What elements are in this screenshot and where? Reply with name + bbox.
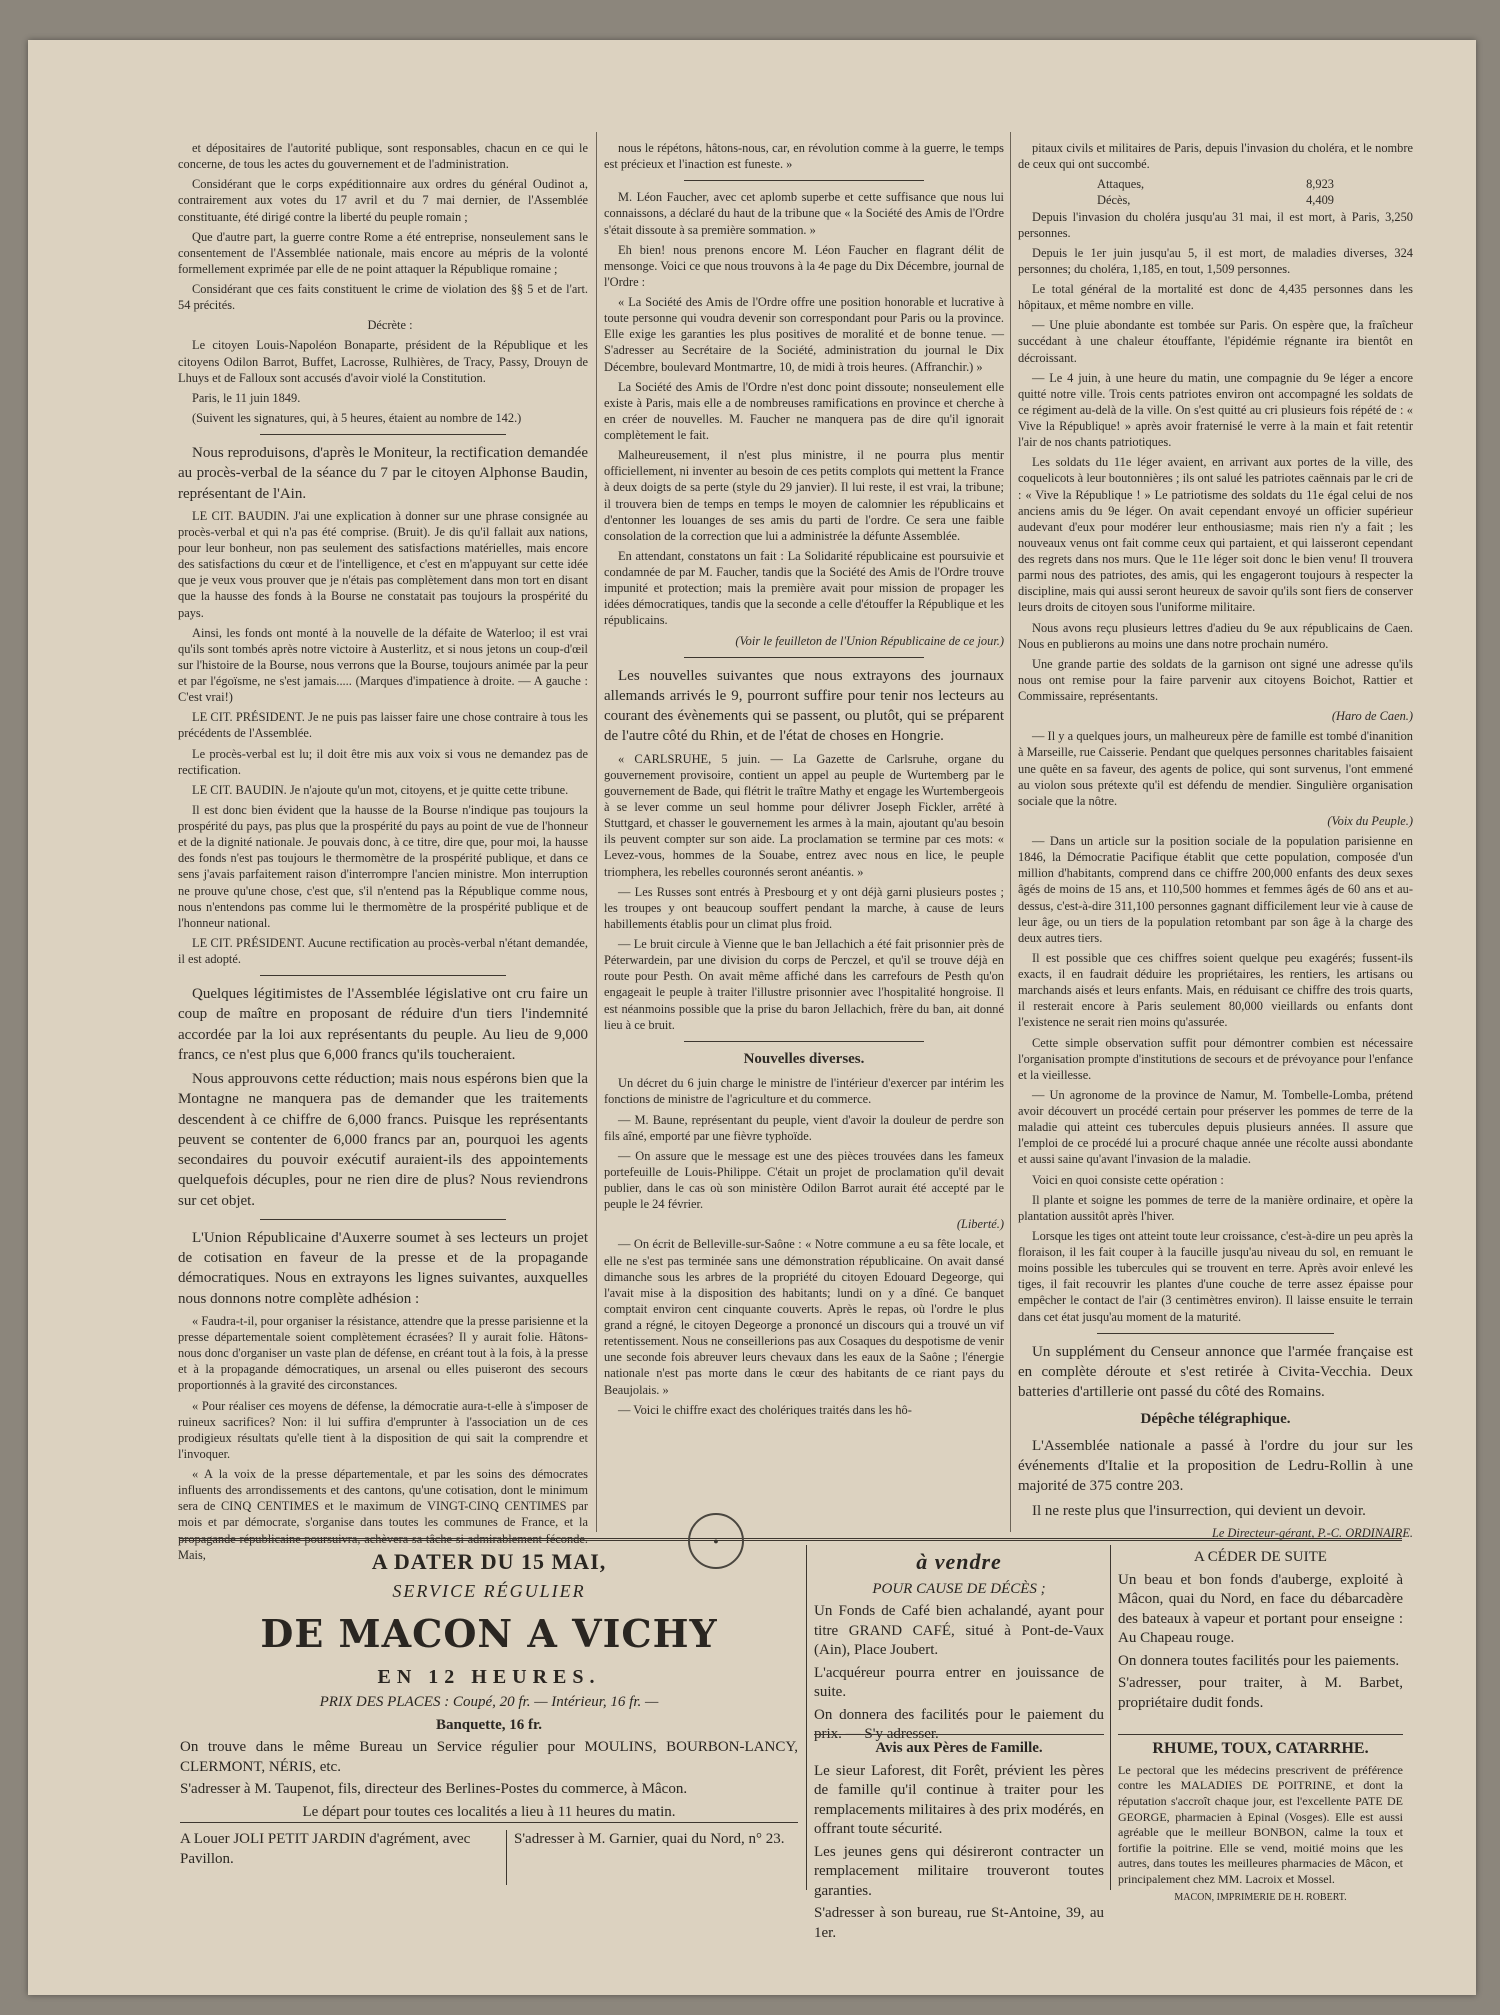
paragraph: — Un agronome de la province de Namur, M. Tombelle-Lomba, prétend avoir découvert un procédé certain pour préserver les pommes de terre de la maladie qui atteint ces tubercules depuis plusieurs années. Il assure que l'emploi de ce procédé lui a procuré chaque année une récolte aussi abondante et aussi saine qu'avant l'invasion de la maladie. [1018, 1087, 1413, 1167]
article-lead: Les nouvelles suivantes que nous extrayons des journaux allemands arrivés le 9, pourront suffire pour tenir nos lecteurs au courant des évènements qui se passent, ou plutôt, qui se préparent de l'autre côté du Rhin, et de l'état de choses en Hongrie. [604, 667, 1004, 745]
ad-banquette: Banquette, 16 fr. [435, 1716, 543, 1733]
ad-text: Un Fonds de Café bien achalandé, ayant pour titre GRAND CAFÉ, situé à Pont-de-Vaux (Ain), Place Joubert. [814, 1603, 1104, 1659]
divider [684, 180, 924, 181]
ad-text: S'adresser à M. Garnier, quai du Nord, n° 23. [514, 1831, 785, 1847]
paragraph: M. Léon Faucher, avec cet aplomb superbe et cette suffisance que nous lui connaissons, a déclaré du haut de la tribune que « la Société des Amis de l'Ordre s'était dissoute à sa première sommation. » [604, 190, 1004, 237]
section-heading: Dépêche télégraphique. [1140, 1411, 1291, 1428]
ad-text: S'adresser à M. Taupenot, fils, directeur des Berlines-Postes du commerce, à Mâcon. [180, 1781, 688, 1798]
paragraph: Le procès-verbal est lu; il doit être mis aux voix si vous ne demandez pas de rectification. [178, 746, 588, 777]
ad-title: à vendre [916, 1549, 1002, 1574]
ad-text: Le départ pour toutes ces localités a lieu à 11 heures du matin. [302, 1803, 676, 1820]
column-2 [604, 140, 1004, 1525]
divider [180, 1822, 798, 1823]
divider [1097, 1333, 1334, 1334]
ad-text: On trouve dans le même Bureau un Service régulier pour MOULINS, BOURBON-LANCY, CLERMONT, NÉRIS, etc. [180, 1739, 798, 1775]
paragraph: — M. Baune, représentant du peuple, vient d'avoir la douleur de perdre son fils aîné, emporté par une fièvre typhoïde. [604, 1112, 1004, 1143]
paragraph: Il est possible que ces chiffres soient quelque peu exagérés; fussent-ils exacts, il en faudrait déduire les propriétaires, les rentiers, les artisans ou marchands aisés et leurs enfants. Mais, en réduisant ce chiffre des trois quarts, il resterait encore à Paris seulement 80,000 vieillards ou enfants dont l'existence ne serait rien moins qu'assurée. [1018, 950, 1413, 1030]
ad-text: S'adresser, pour traiter, à M. Barbet, propriétaire dudit fonds. [1118, 1675, 1403, 1711]
paragraph: « A la voix de la presse départementale, et par les soins des démocrates influents des arrondissements et des cantons, qu'une cotisation, dont le minimum sera de CINQ CENTIMES et le maximum de VINGT-CINQ CENTIMES par mois et par démocrate, s'organise dans toutes les communes de France, et la propagande républicaine poursuivra, achèvera sa tâche si admirablement féconde. Mais, [178, 1467, 588, 1562]
paragraph: LE CIT. BAUDIN. J'ai une explication à donner sur une phrase consignée au procès-verbal et qui n'a pas été comprise. (Bruit). Je dis qu'il fallait aux nations, pour leur bonheur, non pas seulement des satisfactions matérielles, mais encore des satisfactions du cœur et de l'intelligence, et c'est en m'appuyant sur cette idée que je veux vous prouver que je n'étais pas complètement dans mon tort en disant que la hausse des fonds à la Bourse ne constatait pas toujours la prospérité du pays. [178, 508, 588, 620]
ad-vendre [814, 1548, 1104, 1743]
column-3 [1018, 140, 1413, 1540]
column-1 [178, 140, 588, 1562]
paragraph: Une grande partie des soldats de la garnison ont signé une adresse qu'ils nous ont remise pour la faire parvenir aux citoyens Boichot, Rattier et Commissaire, représentants. [1018, 656, 1413, 703]
article-lead: Un supplément du Censeur annonce que l'armée française est en complète déroute et s'est retirée à Civita-Vecchia. Deux batteries d'artillerie ont passé du côté des Romains. [1018, 1343, 1413, 1401]
paragraph: « La Société des Amis de l'Ordre offre une position honorable et lucrative à toute personne qui voudra devenir son correspondant pour Paris ou la province. Elle exige les garanties les plus positives de moralité et de bonne tenue. — S'adresser au Secrétaire de la Société, administration du journal le Dix Décembre, boulevard Montmartre, 10, de midi à trois heures. (Affranchir.) » [604, 295, 1004, 374]
paragraph: — Une pluie abondante est tombée sur Paris. On espère que, la fraîcheur succédant à une chaleur étouffante, l'épidémie régnante ira bientôt en décroissant. [1018, 318, 1413, 365]
divider [260, 1219, 506, 1220]
source-note: (Voix du Peuple.) [1327, 813, 1413, 828]
paragraph: — Le bruit circule à Vienne que le ban Jellachich a été fait prisonnier près de Péterwardein, par une division du corps de Perczel, et qu'il se trouve déjà en route pour Pesth. On avait même affiché dans les carrefours de Pesth qu'on engageait le peuple à traiter l'illustre prisonnier avec l'hospitalité hongroise. Il est néanmoins possible que la prise du baron Jellachich, frère du ban, ait donné lieu à ce bruit. [604, 937, 1004, 1032]
paragraph: Le total général de la mortalité est donc de 4,435 personnes dans les hôpitaux, et même nombre en ville. [1018, 282, 1413, 313]
ad-title: RHUME, TOUX, CATARRHE. [1152, 1740, 1369, 1757]
ads-top-rule [180, 1538, 1402, 1541]
ad-vichy [180, 1548, 798, 1818]
stat-label: Attaques, [1097, 177, 1145, 192]
ad-title: A CÉDER DE SUITE [1194, 1549, 1327, 1565]
ad-text: L'acquéreur pourra entrer en jouissance de suite. [814, 1664, 1104, 1701]
paragraph: Considérant que ces faits constituent le crime de violation des §§ 5 et de l'art. 54 précités. [178, 282, 588, 313]
source-note: (Voir le feuilleton de l'Union Républicaine de ce jour.) [735, 633, 1004, 648]
paragraph: Il plante et soigne les pommes de terre de la manière ordinaire, et opère la plantation aussitôt après l'hiver. [1018, 1192, 1413, 1223]
divider [684, 657, 924, 658]
gerant-signature: Le Directeur-gérant, P.-C. ORDINAIRE. [1211, 1525, 1413, 1540]
paragraph: Le citoyen Louis-Napoléon Bonaparte, président de la République et les citoyens Odilon Barrot, Buffet, Lacrosse, Rulhières, de Tracy, Passy, Drouyn de Lhuys et de Falloux sont accusés d'avoir violé la Constitution. [178, 338, 588, 385]
column-divider [596, 132, 597, 1532]
article-lead: Il ne reste plus que l'insurrection, qui devient un devoir. [1032, 1502, 1366, 1519]
paragraph: Nous avons reçu plusieurs lettres d'adieu du 9e aux républicains de Caen. Nous en publierons au moins une dans notre prochain numéro. [1018, 620, 1413, 651]
paragraph: — On écrit de Belleville-sur-Saône : « Notre commune a eu sa fête locale, et elle ne s'est pas terminée sans une démonstration républicaine. On avait dansé dimanche sous les arbres de la propriété du citoyen Edouard Degeorge, qui l'avait mise à la disposition des habitants; lundi on y a dîné. Ce banquet comptait environ cent cinquante couverts. Après le repas, où l'ordre le plus grand a régné, le citoyen Degeorge a prononcé un discours qui a trouvé un vif retentissement. Nous ne conseillerions pas aux Cosaques du despotisme de venir une seconde fois abreuver leurs chevaux dans les eaux de la Saône ; l'énergie nationale n'est pas morte dans le cœur des habitants de ce riant pays du Beaujolais. » [604, 1237, 1004, 1397]
ad-route: DE MACON A VICHY [260, 1610, 718, 1656]
paragraph: Eh bien! nous prenons encore M. Léon Faucher en flagrant délit de mensonge. Voici ce que nous trouvons à la 4e page du Dix Décembre, journal de l'Ordre : [604, 242, 1004, 289]
paragraph: Un décret du 6 juin charge le ministre de l'intérieur d'exercer par intérim les fonctions de ministre de l'agriculture et du commerce. [604, 1076, 1004, 1107]
paragraph: Considérant que le corps expéditionnaire aux ordres du général Oudinot a, contrairement aux votes du 17 avril et du 7 mai dernier, de l'Assemblée constituante, été dirigé contre la liberté du peuple romain ; [178, 177, 588, 224]
section-heading: Nouvelles diverses. [743, 1050, 865, 1067]
stat-value: 8,923 [1306, 177, 1334, 192]
paragraph: pitaux civils et militaires de Paris, depuis l'invasion du choléra, et le nombre de ceux qui ont succombé. [1018, 141, 1413, 172]
paragraph: Que d'autre part, la guerre contre Rome a été entreprise, nonseulement sans le consentement de l'Assemblée nationale, mais encore au mépris de la volonté formellement exprimée par elle de ne point attaquer la République romaine ; [178, 229, 588, 276]
paragraph: LE CIT. BAUDIN. Je n'ajoute qu'un mot, citoyens, et je quitte cette tribune. [192, 782, 569, 797]
stat-row [1097, 176, 1334, 192]
paragraph: Ainsi, les fonds ont monté à la nouvelle de la défaite de Waterloo; il est vrai qu'ils sont tombés après notre victoire à Austerlitz, et si nous jetons un coup-d'œil sur l'histoire de la Bourse, nous verrons que la Bourse, toujours animée par la peur et par l'égoïsme, ne s'est jamais..... (Marques d'impatience à droite. — A gauche : C'est vrai!) [178, 625, 588, 705]
paragraph: — Les Russes sont entrés à Presbourg et y ont déjà garni plusieurs postes ; les troupes y ont beaucoup souffert pendant la marche, à cause de leurs habillements établis pour un climat plus froid. [604, 884, 1004, 931]
ad-text: Le sieur Laforest, dit Forêt, prévient les pères de famille qu'il continue à traiter pour les remplacements militaires à des prix modérés, en offrant toute sécurité. [814, 1762, 1104, 1837]
paragraph: « CARLSRUHE, 5 juin. — La Gazette de Carlsruhe, organe du gouvernement provisoire, contient un appel au peuple de Wurtemberg par le gouvernement de Bade, qui flétrit le traître Mathy et engage les Wurtembergeois à se lever comme un seul homme pour délivrer Joseph Fickler, arrêté à Stuttgard, et chasser le gouvernement les armes à la main, ajoutant qu'au besoin ils peuvent compter sur son aide. La proclamation se termine par ces mots: « Levez-vous, hommes de la Souabe, entrez avec nous en lice, le peuple triomphera, les rebelles couronnés seront anéantis. » [604, 751, 1004, 879]
column-divider [1010, 132, 1011, 1532]
paragraph: Il est donc bien évident que la hausse de la Bourse n'indique pas toujours la prospérité du pays, pas plus que la prospérité du pays au point de vue de l'honneur et de la dignité nationale. Je pouvais donc, à ce titre, dire que, pour moi, la hausse des fonds n'est pas toujours le thermomètre de la prospérité publique, et dans ce sens j'avais parfaitement raison d'interrompre l'ancien ministre. Mon interruption ne prouve qu'une chose, c'est que, s'il n'entend pas la République comme nous, nous n'entendons pas comme lui le thermomètre de la prospérité publique et de l'honneur national. [178, 802, 588, 930]
divider [806, 1545, 807, 1890]
paragraph: En attendant, constatons un fait : La Solidarité républicaine est poursuivie et condamnée de par M. Faucher, tandis que la Société des Amis de l'Ordre trouve impunité et protection; mais la première avait pour mission de propager les idées démocratiques, tandis que la seconde a celle d'étouffer la République et les républicains. [604, 548, 1004, 628]
newspaper-page [28, 40, 1476, 1995]
ad-ceder [1118, 1548, 1403, 1728]
ad-hours: EN 12 HEURES. [377, 1666, 601, 1689]
divider [684, 1041, 924, 1042]
paragraph: Depuis l'invasion du choléra jusqu'au 31 mai, il est mort, à Paris, 3,250 personnes. [1018, 209, 1413, 240]
article-lead: Nous reproduisons, d'après le Moniteur, la rectification demandée au procès-verbal de la séance du 7 par le citoyen Alphonse Baudin, représentant de l'Ain. [178, 445, 588, 502]
paragraph: nous le répétons, hâtons-nous, car, en révolution comme à la guerre, le temps est précieux et l'inaction est funeste. » [604, 141, 1004, 172]
imprint: MACON, IMPRIMERIE DE H. ROBERT. [1174, 1891, 1347, 1903]
article-lead: L'Union Républicaine d'Auxerre soumet à ses lecteurs un projet de cotisation en faveur de la presse et de la propagande démocratiques. Nous en extrayons les lignes suivantes, auxquelles nous donnons notre complète adhésion : [178, 1229, 588, 1307]
ad-peres [814, 1734, 1104, 1941]
paragraph: Cette simple observation suffit pour démontrer combien est nécessaire l'organisation prompte d'institutions de secours et de prévoyance pour l'enfance et la vieillesse. [1018, 1035, 1413, 1082]
ad-text: On donnera des facilités pour le paiement du prix. — S'y adresser. [814, 1706, 1104, 1743]
ad-louer [180, 1830, 500, 1888]
source-note: (Haro de Caen.) [1331, 709, 1413, 724]
paragraph: — On assure que le message est une des pièces trouvées dans les fameux portefeuille de Louis-Philippe. C'était un projet de proclamation qu'il devait publier, dans le cas où son ministère Odilon Barrot aurait été accepté par le peuple le 24 février. [604, 1148, 1004, 1212]
stat-row [1097, 192, 1334, 208]
paragraph: Lorsque les tiges ont atteint toute leur croissance, c'est-à-dire un peu après la floraison, il les fait couper à la faucille jusqu'au niveau du sol, en remuant le moins possible les tubercules qui se trouvent en terre. Après avoir enlevé les tiges, il fait recouvrir les plantes d'une couche de terre assez épaisse pour empêcher le contact de l'air (3 centimètres environ). Il laisse ensuite le terrain dans cet état jusqu'au moment de la maturité. [1018, 1228, 1413, 1324]
ad-text: Les jeunes gens qui désireront contracter un remplacement militaire trouveront toutes garanties. [814, 1843, 1104, 1899]
ad-text: S'adresser à son bureau, rue St-Antoine, 39, au 1er. [814, 1905, 1104, 1941]
ad-title: Avis aux Pères de Famille. [875, 1740, 1043, 1756]
paragraph: Malheureusement, il n'est plus ministre, il ne pourra plus mentir officiellement, ni inventer au besoin de ces petits complots qui mettent la France à deux doigts de sa perte (style du 29 janvier). Il lui reste, il est vrai, la tribune; il trouvera bien de temps en temps le moyen de calomnier les républicains et d'entonner les louanges de ses amis du parti de l'ordre. Ce sera une faible consolation de la correction que lui a administrée la défunte Assemblée. [604, 448, 1004, 543]
divider [260, 975, 506, 976]
paragraph: et dépositaires de l'autorité publique, sont responsables, chacun en ce qui le concerne, de tous les actes du gouvernement et de l'administration. [178, 141, 588, 172]
stat-label: Décès, [1097, 193, 1131, 208]
article-lead: Nous approuvons cette réduction; mais nous espérons bien que la Montagne ne manquera pas de demander que les traitements descendent à ce chiffre de 6,000 francs. Puisque les représentants peuvent se contenter de 6,000 francs par an, pourquoi les agents secondaires du pouvoir exécutif auraient-ils des appointements quelquefois décuples, pour ne rien dire de plus? Nous reviendrons sur cet objet. [178, 1071, 588, 1209]
ad-prices: PRIX DES PLACES : Coupé, 20 fr. — Intérieur, 16 fr. — [319, 1694, 659, 1711]
ad-text: A Louer JOLI PETIT JARDIN d'agrément, avec Pavillon. [180, 1831, 471, 1867]
stat-value: 4,409 [1306, 193, 1334, 208]
paragraph: Depuis le 1er juin jusqu'au 5, il est mort, de maladies diverses, 324 personnes; du choléra, 1,185, en tout, 1,509 personnes. [1018, 245, 1413, 276]
paragraph: LE CIT. PRÉSIDENT. Aucune rectification au procès-verbal n'étant demandée, il est adopté. [178, 935, 588, 966]
library-stamp-icon: ● [688, 1513, 744, 1569]
paragraph: « Faudra-t-il, pour organiser la résistance, attendre que la presse parisienne et la presse départementale soient complètement écrasées? Il y aurait folie. Hâtons-nous donc d'organiser un vaste plan de défense, en créant tout à la fois, à la presse et à la propagande démocratiques, un arsenal ou elles puiseront des secours proportionnés à la gravité des circonstances. [178, 1313, 588, 1393]
article-lead: L'Assemblée nationale a passé à l'ordre du jour sur les événements d'Italie et la proposition de Ledru-Rollin à une majorité de 375 contre 203. [1018, 1437, 1413, 1495]
paragraph: Voici en quoi consiste cette opération : [1032, 1172, 1224, 1187]
ad-text: On donnera toutes facilités pour les paiements. [1118, 1652, 1400, 1669]
article-lead: Quelques légitimistes de l'Assemblée législative ont cru faire un coup de maître en proposant de réduire d'un tiers l'indemnité accordée par la loi aux représentants du peuple. Au lieu de 9,000 francs, ce n'est plus que 6,000 francs qu'ils toucheraient. [178, 986, 588, 1063]
paragraph: — Voici le chiffre exact des cholériques traités dans les hô- [618, 1402, 912, 1417]
ad-text: Un beau et bon fonds d'auberge, exploité à Mâcon, quai du Nord, en face du débarcadère des bateaux à vapeur et portant pour enseigne : Au Chapeau rouge. [1118, 1571, 1403, 1646]
paragraph: La Société des Amis de l'Ordre n'est donc point dissoute; nonseulement elle existe à Paris, mais elle a de nombreuses ramifications en province et cherche à en créer de nouvelles. M. Faucher ne manquera pas de dire qu'il ignorait complètement le fait. [604, 379, 1004, 442]
paragraph: (Suivent les signatures, qui, à 5 heures, étaient au nombre de 142.) [192, 410, 522, 425]
paragraph: LE CIT. PRÉSIDENT. Je ne puis pas laisser faire une chose contraire à tous les précédents de l'Assemblée. [178, 710, 588, 741]
ad-service: SERVICE RÉGULIER [392, 1580, 586, 1601]
divider [1110, 1545, 1111, 1890]
paragraph: Paris, le 11 juin 1849. [192, 390, 301, 405]
ad-date: A DATER DU 15 MAI, [371, 1549, 607, 1574]
paragraph: — Le 4 juin, à une heure du matin, une compagnie du 9e léger a encore quitté notre ville. Trois cents patriotes environ ont accompagné les soldats de ce régiment au-delà de la ville. On s'est quitté au cri plusieurs fois répété de : « Vive la République! » après avoir fraternisé le verre à la main et fait retentir l'air de nos chants patriotiques. [1018, 370, 1413, 450]
ad-text: Le pectoral que les médecins prescrivent de préférence contre les MALADIES DE POITRINE, et dont la réputation s'accroît chaque jour, est l'excellente PATE DE GEORGE, pharmacien à Epinal (Vosges). Elle est aussi agréable que le meilleur BONBON, calme la toux et fortifie la poitrine. Elle se vend, moitié moins que les autres, dans toutes les meilleures pharmacies de Mâcon, et principalement chez MM. Lacroix et Mossel. [1118, 1762, 1403, 1886]
source-note: (Liberté.) [956, 1217, 1004, 1232]
paragraph: « Pour réaliser ces moyens de défense, la démocratie aura-t-elle à s'imposer de ruineux sacrifices? Non: il lui suffira d'emprunter à l'association un de ces prodigieux résultats qu'elle tient à la disposition de qui sait la comprendre et l'invoquer. [178, 1398, 588, 1461]
paragraph: — Dans un article sur la position sociale de la population parisienne en 1846, la Démocratie Pacifique établit que cette population, composée d'un million d'habitants, comprend dans ce chiffre 200,000 enfants des deux sexes âgés de moins de 15 ans, et 110,500 hommes et femmes âgés de 60 ans et au-dessus, c'est-à-dire 311,100 personnes gagnant difficilement leur vie à cause de leur âge, ou un tiers de la population retombant par son âge à la charge des deux autres tiers. [1018, 834, 1413, 945]
divider [260, 434, 506, 435]
divider [506, 1830, 507, 1885]
ad-rhume [1118, 1734, 1403, 1903]
paragraph: Les soldats du 11e léger avaient, en arrivant aux portes de la ville, des coquelicots à leur boutonnières ; ils ont salué les patriotes caënnais par le cri de : « Vive la République ! » Le patriotisme des soldats du 11e égal celui de nos anciens amis du 9e léger. On avait cependant envoyé un officier supérieur audevant d'eux pour modérer leur enthousiasme; mais rien n'y a fait ; les nouveaux venus ont fait comme ceux qui partaient, et qui laisseront cependant des regrets dans nos murs. Que le 11e léger soit donc le bien venu! Il trouvera parmi nous des patriotes, des amis, qui les engageront toujours à respecter la discipline, mais qui aussi seront heureux de savoir qu'ils sont fiers de conserver leurs droits de citoyen sous l'uniforme militaire. [1018, 455, 1413, 615]
paragraph: — Il y a quelques jours, un malheureux père de famille est tombé d'inanition à Marseille, rue Caisserie. Pendant que quelques personnes charitables faisaient une quête en sa faveur, des agents de police, qui sont survenus, l'ont emmené au violon sous prétexte qu'il est défendu de mendier. Singulière organisation sociale que la nôtre. [1018, 729, 1413, 808]
paragraph: Décrète : [367, 318, 413, 333]
ad-louer-contact [514, 1830, 798, 1888]
ad-subtitle: POUR CAUSE DE DÉCÈS ; [872, 1580, 1046, 1597]
